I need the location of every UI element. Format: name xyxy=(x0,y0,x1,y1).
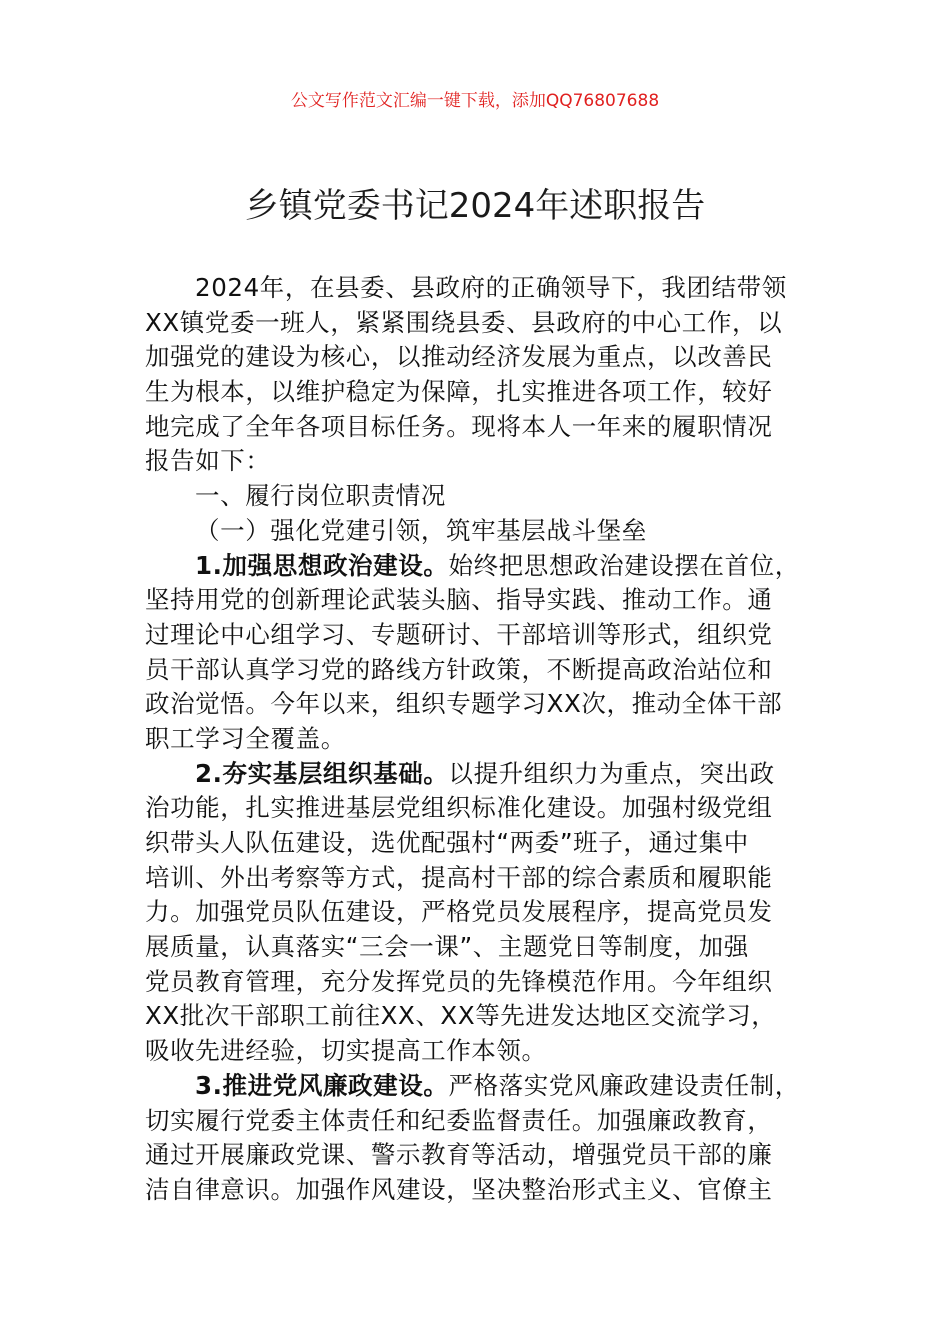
text-line xyxy=(145,1104,825,1139)
line-text: 党员教育管理，充分发挥党员的先锋模范作用。今年组织 xyxy=(145,966,773,996)
text-line xyxy=(145,1138,825,1173)
document-body xyxy=(145,271,825,1208)
line-text: 洁自律意识。加强作风建设，坚决整治形式主义、官僚主 xyxy=(145,1174,773,1204)
line-text: 吸收先进经验，切实提高工作本领。 xyxy=(145,1036,547,1066)
text-line xyxy=(145,271,825,306)
line-text: 政治觉悟。今年以来，组织专题学习XX次，推动全体干部 xyxy=(145,689,783,719)
text-line xyxy=(145,791,825,826)
line-text: 通过开展廉政党课、警示教育等活动，增强党员干部的廉 xyxy=(145,1140,773,1170)
download-banner: 公文写作范文汇编一键下载，添加QQ76807688 xyxy=(290,91,660,111)
text-line xyxy=(145,687,825,722)
text-line xyxy=(145,965,825,1000)
bold-heading: 2.夯实基层组织基础。 xyxy=(195,758,449,788)
line-text: 报告如下： xyxy=(145,446,271,476)
line-text: 始终把思想政治建设摆在首位， xyxy=(448,550,800,580)
bold-heading: 3.推进党风廉政建设。 xyxy=(195,1070,449,1100)
line-text: 生为根本，以维护稳定为保障，扎实推进各项工作，较好 xyxy=(145,377,773,407)
line-text: 过理论中心组学习、专题研讨、干部培训等形式，组织党 xyxy=(145,619,773,649)
text-line xyxy=(145,826,825,861)
line-text: XX批次干部职工前往XX、XX等先进发达地区交流学习， xyxy=(145,1001,777,1031)
line-text: 以提升组织力为重点，突出政 xyxy=(448,758,775,788)
line-text: 员干部认真学习党的路线方针政策，不断提高政治站位和 xyxy=(145,654,773,684)
line-text: 织带头人队伍建设，选优配强村“两委”班子，通过集中 xyxy=(145,828,749,857)
text-line xyxy=(145,1034,825,1069)
text-line xyxy=(145,444,825,479)
line-text: XX镇党委一班人，紧紧围绕县委、县政府的中心工作，以 xyxy=(145,307,783,337)
text-line xyxy=(145,618,825,653)
text-line xyxy=(145,410,825,445)
line-text: 坚持用党的创新理论武装头脑、指导实践、推动工作。通 xyxy=(145,585,773,615)
line-text: 力。加强党员队伍建设，严格党员发展程序，提高党员发 xyxy=(145,897,773,927)
text-line xyxy=(145,653,825,688)
bold-heading: 1.加强思想政治建设。 xyxy=(195,550,449,580)
line-text: 严格落实党风廉政建设责任制， xyxy=(448,1070,800,1100)
text-line xyxy=(145,549,825,584)
text-line xyxy=(145,861,825,896)
text-line xyxy=(145,479,825,514)
line-text: 展质量，认真落实“三会一课”、主题党日等制度，加强 xyxy=(145,932,749,962)
line-text: （一）强化党建引领，筑牢基层战斗堡垒 xyxy=(195,515,647,545)
line-text: 地完成了全年各项目标任务。现将本人一年来的履职情况 xyxy=(145,411,773,441)
line-text: 加强党的建设为核心，以推动经济发展为重点，以改善民 xyxy=(145,342,773,372)
text-line xyxy=(145,514,825,549)
line-text: 治功能，扎实推进基层党组织标准化建设。加强村级党组 xyxy=(145,793,773,823)
text-line xyxy=(145,999,825,1034)
text-line xyxy=(145,1173,825,1208)
text-line xyxy=(145,722,825,757)
text-line xyxy=(145,895,825,930)
text-line xyxy=(145,757,825,792)
line-text: 切实履行党委主体责任和纪委监督责任。加强廉政教育， xyxy=(145,1105,773,1135)
text-line xyxy=(145,583,825,618)
line-text: 一、履行岗位职责情况 xyxy=(195,481,446,511)
line-text: 培训、外出考察等方式，提高村干部的综合素质和履职能 xyxy=(145,862,773,892)
text-line xyxy=(145,340,825,375)
line-text: 2024年，在县委、县政府的正确领导下，我团结带领 xyxy=(195,273,787,302)
text-line xyxy=(145,306,825,341)
text-line xyxy=(145,1069,825,1104)
document-title: 乡镇党委书记2024年述职报告 xyxy=(244,186,706,226)
line-text: 职工学习全覆盖。 xyxy=(145,723,346,753)
text-line xyxy=(145,375,825,410)
text-line xyxy=(145,930,825,965)
